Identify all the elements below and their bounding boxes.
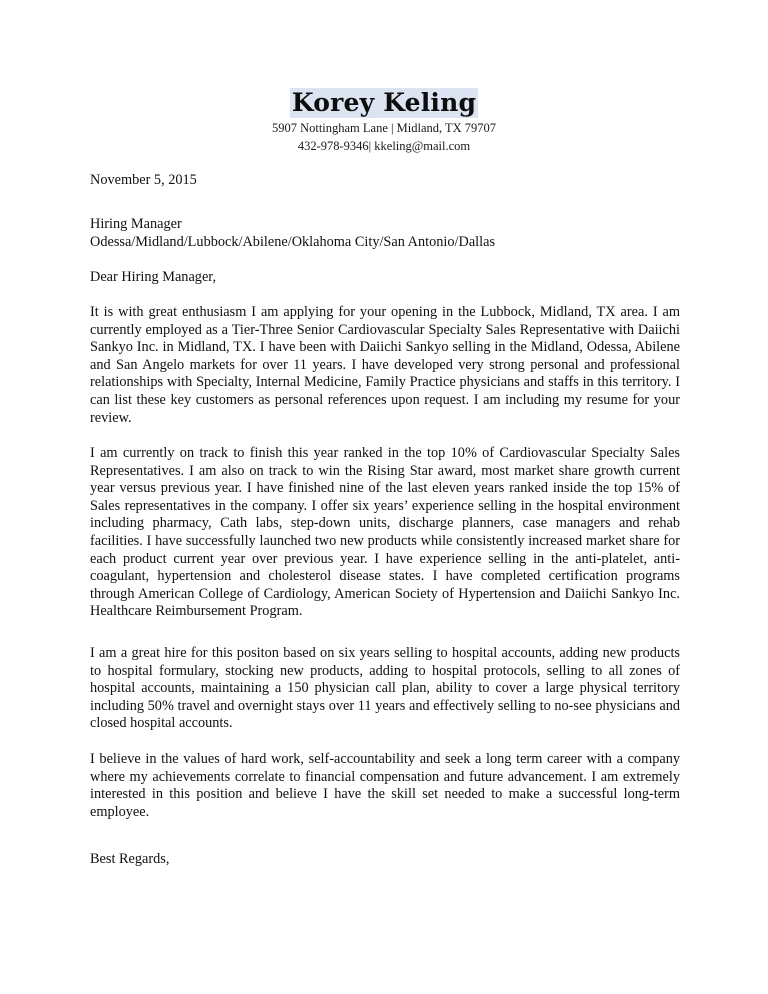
sender-phone-email: 432-978-9346| kkeling@mail.com [297, 139, 471, 153]
recipient-title: Hiring Manager [90, 216, 182, 232]
sender-name: Korey Keling [291, 88, 477, 117]
letterhead [0, 88, 768, 155]
paragraph-achievements: I am currently on track to finish this year ranked in the top 10% of Cardiovascular Specialty Sales Representatives. I am also on track to win the Rising Star award, most market share growth current year versus previous year. I have finished nine of the last eleven years ranked inside the top 15% of Sales representatives in the company. I offer six years’ experience selling in the hospital environment including pharmacy, Cath labs, step-down units, discharge planners, case managers and rehab facilities. I have successfully launched two new products while consistently increased market share for each product current year over previous year. I have experience selling in the anti-platelet, anti-coagulant, hypertension and cholesterol disease states. I have completed certification programs through American College of Cardiology, American Society of Hypertension and Daiichi Sankyo Inc. Healthcare Reimbursement Program. [90, 445, 680, 620]
paragraph-intro: It is with great enthusiasm I am applying for your opening in the Lubbock, Midland, TX area. I am currently employed as a Tier-Three Senior Cardiovascular Specialty Sales Representative with Daiichi Sankyo Inc. in Midland, TX. I have been with Daiichi Sankyo selling in the Midland, Odessa, Abilene and San Angelo markets for over 11 years. I have developed very strong personal and professional relationships with Specialty, Internal Medicine, Family Practice physicians and staffs in this territory. I can list these key customers as personal references upon request. I am including my resume for your review. [90, 304, 680, 426]
recipient-block [90, 216, 680, 251]
sender-address: 5907 Nottingham Lane | Midland, TX 79707 [271, 121, 497, 135]
closing: Best Regards, [90, 851, 170, 867]
recipient-locations: Odessa/Midland/Lubbock/Abilene/Oklahoma City/San Antonio/Dallas [90, 233, 496, 250]
letter-date: November 5, 2015 [90, 172, 197, 188]
paragraph-values: I believe in the values of hard work, self-accountability and seek a long term career with a company where my achievements correlate to financial compensation and future advancement. I am extremely interested in this position and believe I have the skill set needed to make a successful long-term employee. [90, 751, 680, 820]
paragraph-qualifications: I am a great hire for this positon based on six years selling to hospital accounts, adding new products to hospital formulary, stocking new products, adding to hospital protocols, selling to all zones of hospital accounts, maintaining a 150 physician call plan, ability to cover a large physical territory including 50% travel and overnight stays over 11 years and effectively selling to no-see physicians and closed hospital accounts. [90, 645, 680, 732]
salutation: Dear Hiring Manager, [90, 269, 217, 285]
